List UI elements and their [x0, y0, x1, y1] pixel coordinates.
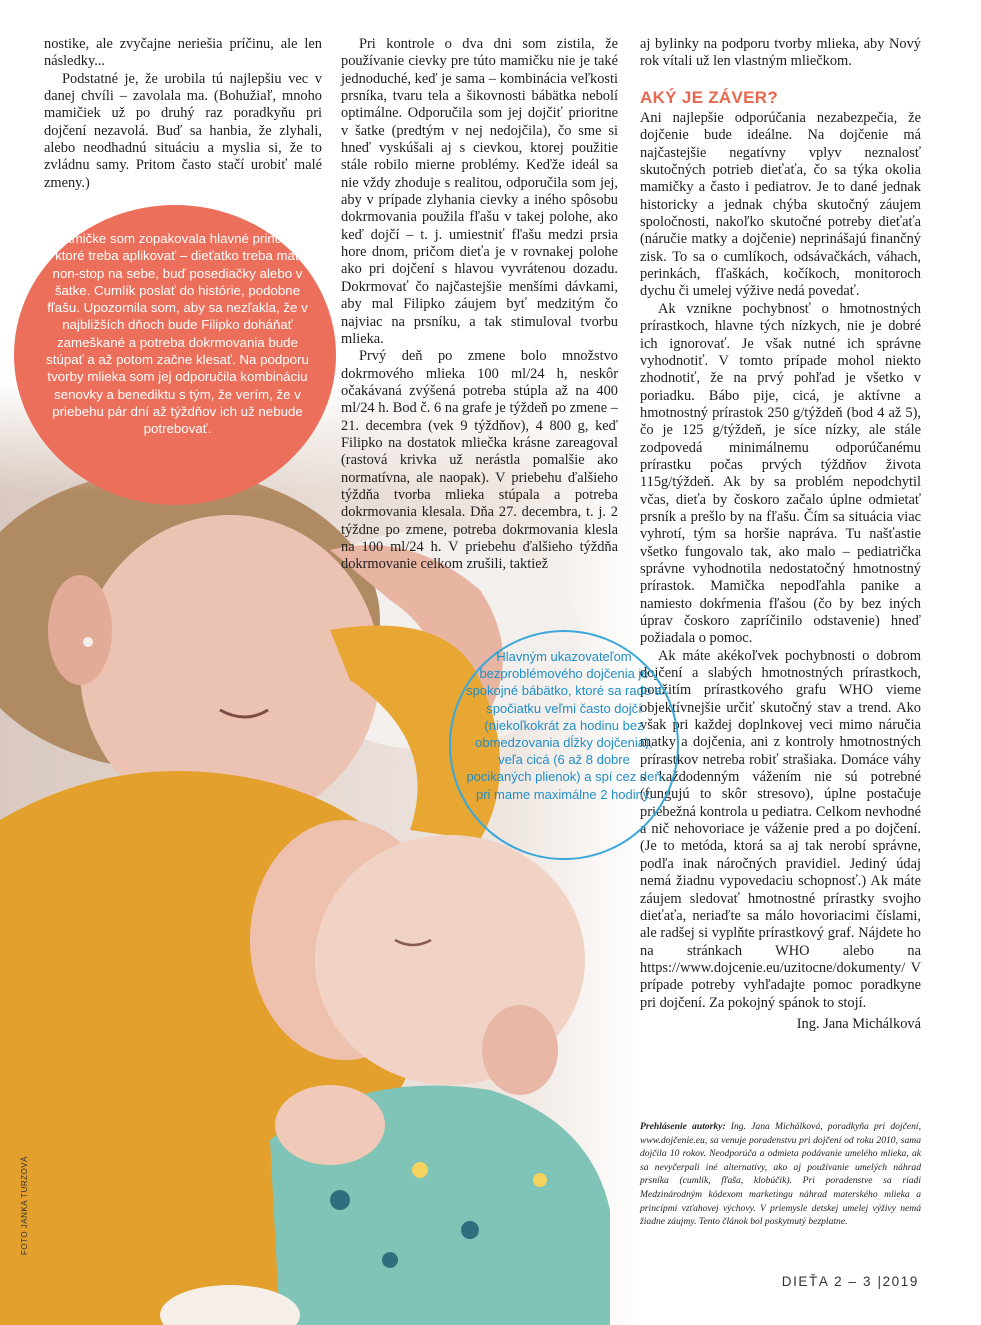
paragraph: aj bylinky na podporu tvorby mlieka, aby Nový rok vítali už len vlastným mliečkom.: [640, 36, 921, 70]
coral-callout-text: Mamičke som zopakovala hlavné princípy, ktoré treba aplikovať – dieťatko treba mať non-stop na sebe, buď posediačky alebo v šatke. Cumlík poslať do histórie, podobne fľašu. Upozornila som, aby sa nezľakla, že v najbližších dňoch bude Filipko doháňať zameškané a potreba dokrmovania bude stúpať a až potom začne klesať. Na podporu tvorby mlieka som jej odporučila kombináciu senovky a benediktu s tým, že verím, že v priebehu pár dní až týždňov ich už nebude potrebovať.: [46, 231, 309, 437]
article-column-1: [44, 36, 322, 192]
paragraph: nostike, ale zvyčajne neriešia príčinu, ale len následky...: [44, 36, 322, 70]
section-heading: AKÝ JE ZÁVER?: [640, 87, 779, 107]
paragraph: Ak vznikne pochybnosť o hmotnostných prírastkoch, hlavne tých nízkych, nie je dobré ich ignorovať. Je však nutné ich správne vyhodnotiť. V tomto prípade mohol niekto zhodnotiť, že na prvý pohľad je všetko v poriadku. Bábo pije, cicá, je aktívne a hmotnostný prírastok 250 g/týždeň (bod 4 až 5), čo je 125 g/týždeň, je síce nízky, ale stále zodpovedá minimálnemu odporúčanému prírastku počas prvých týždňov života 115g/týždeň. Ak by sa problém nepodchytil včas, dieťa by čoskoro začalo úplne odmietať prsník a prešlo by na fľašu. Čím sa situácia viac vyhrotí, tým sa horšie napráva. Tu našťastie všetko fungovalo tak, ako malo – pediatrička správne vyhodnotila nedostatočný hmotnostný prírastok. Mamička nepodľahla panike a namiesto dokŕmenia fľašou (čo by bez iných úprav čoskoro zapríčinilo odstavenie) hneď požiadala o pomoc.: [640, 300, 921, 647]
article-column-3: [640, 36, 921, 1033]
page-folio: DIEŤA 2 – 3 |2019: [781, 1274, 919, 1289]
paragraph: Podstatné je, že urobila tú najlepšiu vec v danej chvíli – zavolala ma. (Bohužiaľ, mnoho mamičiek už po druhý raz poradkyňu pri dojčení nezavolá. Buď sa hanbia, že zlyhali, alebo neodhadnú situáciu a myslia si, že to zvládnu samy. Pritom často stačí urobiť malé zmeny.): [44, 70, 322, 191]
paragraph: Ani najlepšie odporúčania nezabezpečia, že dojčenie bude ideálne. Na dojčenie má najčastejšie negatívny vplyv neznalosť skutočných potrieb dieťaťa, čo sa týka okolia mamičky a často i pediatrov. Je to dané jednak historicky a jednak chýba skutočný záujem spoločnosti, nakoľko skutočné potreby dieťaťa (náručie matky a dojčenie) neprinášajú finančný zisk. To sa o cumlíkoch, odsávačkách, váhach, perinkách, fľaškách, kočíkoch, monitoroch dychu či umelej výžive nedá povedať.: [640, 110, 921, 300]
disclaimer-label: Prehlásenie autorky:: [640, 1121, 726, 1132]
article-column-2: [341, 36, 618, 574]
paragraph: Prvý deň po zmene bolo množstvo dokrmového mlieka 100 ml/24 h, neskôr očakávaná zvýšená potreba stúpla až na 400 ml/24 h. Bod č. 6 na grafe je týždeň po zmene – 21. decembra (vek 9 týždňov), 4 800 g, keď Filipko na dostatok mliečka krásne zareagoval (rastová krivka už nerástla pomalšie ako normatívna, ale naopak). V priebehu ďalšieho týždňa tvorba mlieka stúpala a potreba dokrmovania klesala. Dňa 27. decembra, t. j. 2 týždne po zmene, potreba dokrmovania klesla na 100 ml/24 h. V priebehu ďalšieho týždňa dokrmovanie celkom zrušili, taktiež: [341, 348, 618, 573]
photo-credit: FOTO JANKA TURZOVÁ: [20, 1156, 29, 1255]
author-signature: Ing. Jana Michálková: [796, 1015, 921, 1032]
blue-callout-text: Hlavným ukazovateľom bezproblémového dojčenia je spokojné bábätko, ktoré sa rado a spočiatku veľmi často dojčí (niekoľkokrát za hodinu bez obmedzovania dĺžky dojčenia), veľa cicá (6 až 8 dobre pocikaných plienok) a spí cez deň pri mame maximálne 2 hodiny.: [466, 649, 662, 802]
disclaimer-text: Ing. Jana Michálková, poradkyňa pri dojčení, www.dojčenie.eu, sa venuje poradenstvu pri dojčení od roku 2010, sama dojčila 10 rokov. Neodporúča a odmieta podávanie umelého mlieka, ak sa nevyčerpali iné alternatívy, ako aj používanie umelých náhrad prsníka (cumlík, fľaša, klobúčik). Pri poradenstve sa riadi Medzinárodným kódexom marketingu náhrad materského mlieka a princípmi vzťahovej výchovy. V priemysle detskej umelej výživy nemá žiadne záujmy. Tento článok bol poskytnutý bezplatne.: [640, 1121, 921, 1228]
paragraph: Ak máte akékoľvek pochybnosti o dobrom dojčení a slabých hmotnostných prírastkoch, použitím prírastkového grafu WHO vieme objektívnejšie určiť skutočný stav a trend. Ako však pri každej doplnkovej veci mimo náručia matky a dojčenia, ani z kontroly hmotnostných prírastkov netreba robiť strašiaka. Domáce váhy s každodenným vážením nie sú potrebné (fungujú to skôr stresovo), úplne postačuje priebežná kontrola u pediatra. Celkom nevhodné a nič nehovoriace je váženie pred a po dojčení. (Je to metóda, ktorá sa aj tak nerobí správne, podľa inak náročných pravidiel. Jediný údaj nemá žiadnu vypovedaciu schopnosť.) Ak máte záujem sledovať hmotnostné prírastky svojho dieťaťa, neriaďte sa málo hovoriacimi číslami, ale radšej si vyplňte prírastkový graf. Nájdete ho na stránkach WHO alebo na https://www.dojcenie.eu/uzitocne/dokumenty/ V prípade potreby vyhľadajte pomoc poradkyne pri dojčení. Za pokojný spánok to stojí.: [640, 647, 921, 1011]
paragraph: Pri kontrole o dva dni som zistila, že používanie cievky pre túto mamičku nie je také jednoduché, keď je sama – kombinácia veľkosti prsníka, tvaru tela a šikovnosti bábätka nebolí optimálne. Odporučila som jej dojčiť prioritne v šatke (predtým v nej nedojčila), čo sme si hneď vyskúšali aj s cievkou, ktorej použitie stále robilo mierne problémy. Keďže ideál sa nie vždy zhoduje s realitou, odporučila som jej, aby v prípade zlyhania cievky a iného spôsobu dokrmovania použila fľašu v takej polohe, ako keď dojčí – t. j. umiestniť fľašu medzi prsia hore dnom, pričom dieťa je v rovnakej polohe ako pri dojčení s hlavou vyvrátenou dozadu. Dokrmovať čo najčastejšie menšími dávkami, aby mal Filipko záujem byť medzitým čo najviac na prsníku, a tak stimuloval tvorbu mlieka.: [341, 36, 618, 347]
author-disclaimer: [640, 1120, 921, 1229]
